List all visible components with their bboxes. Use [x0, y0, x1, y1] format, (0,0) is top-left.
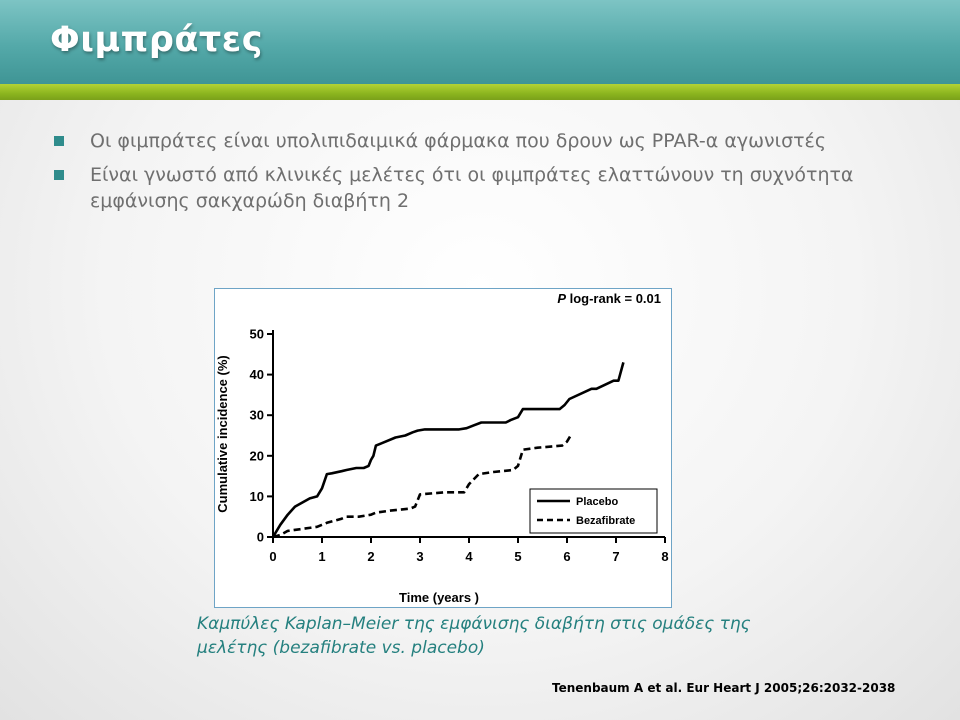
- square-bullet-icon: [54, 170, 64, 180]
- slide-header: [0, 0, 960, 84]
- bullet-text: Οι φιμπράτες είναι υπολιπιδαιμικά φάρμακα που δρουν ως PPAR-α αγωνιστές: [90, 130, 826, 152]
- bullet-text: Είναι γνωστό από κλινικές μελέτες ότι οι φιμπράτες ελαττώνουν τη συχνότητα εμφάνισης σακχαρώδη διαβήτη 2: [90, 164, 854, 212]
- chart-legend: [530, 489, 657, 533]
- x-tick-label: 8: [661, 549, 669, 564]
- logrank-annotation: [557, 291, 661, 306]
- y-tick-label: 20: [249, 448, 264, 464]
- bullet-item: [50, 128, 870, 154]
- x-axis-label: Time (years ): [399, 590, 479, 605]
- chart-svg: [215, 289, 671, 607]
- bullet-item: [50, 162, 870, 214]
- x-tick-label: 2: [367, 549, 375, 564]
- x-tick-label: 1: [318, 549, 326, 564]
- x-tick-label: 5: [514, 549, 522, 564]
- x-tick-label: 4: [465, 549, 473, 564]
- slide-title: Φιμπράτες: [50, 20, 263, 60]
- series-line-bezafibrate: [273, 434, 572, 538]
- y-tick-label: 30: [249, 407, 264, 423]
- accent-bar: [0, 84, 960, 100]
- x-tick-label: 3: [416, 549, 424, 564]
- x-tick-label: 0: [269, 549, 277, 564]
- bullet-list: [50, 128, 870, 222]
- y-tick-label: 0: [256, 529, 264, 545]
- y-tick-label: 10: [249, 488, 264, 504]
- x-tick-label: 6: [563, 549, 571, 564]
- x-tick-label: 7: [612, 549, 620, 564]
- legend-placebo-label: Placebo: [576, 496, 619, 508]
- chart-caption: Καμπύλες Kaplan–Meier της εμφάνισης διαβήτη στις ομάδες της μελέτης (bezafibrate vs. placebo): [197, 614, 751, 658]
- logrank-text: log-rank = 0.01: [565, 291, 661, 306]
- p-label: P: [557, 291, 566, 306]
- legend-bezafibrate-label: Bezafibrate: [576, 515, 636, 527]
- kaplan-meier-chart: [214, 288, 672, 608]
- square-bullet-icon: [54, 136, 64, 146]
- y-tick-label: 50: [249, 326, 264, 342]
- y-axis-label: Cumulative incidence (%): [215, 355, 230, 513]
- citation: Tenenbaum A et al. Eur Heart J 2005;26:2032-2038: [552, 681, 896, 695]
- y-tick-label: 40: [249, 367, 264, 383]
